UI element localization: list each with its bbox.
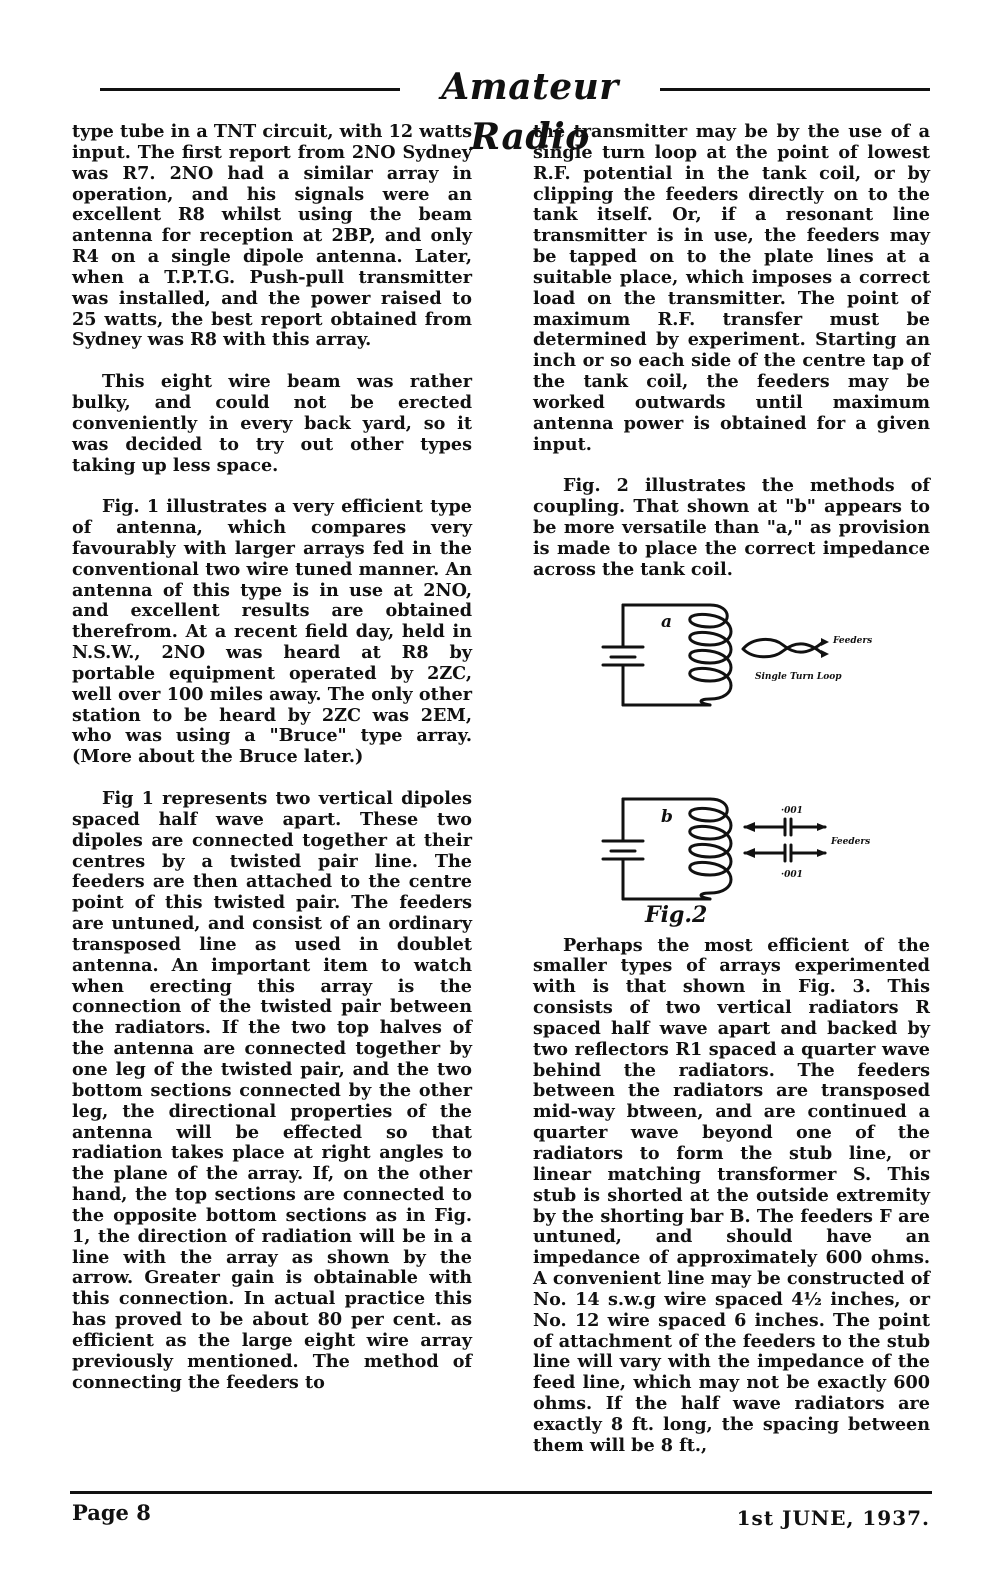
masthead-rule-right <box>660 88 930 91</box>
left-column <box>72 122 472 1393</box>
coupling-diagram-svg <box>533 587 930 932</box>
capacitor-bottom-label: ·001 <box>781 869 803 880</box>
feeders-label-b: Feeders <box>831 836 871 847</box>
figure-caption: Fig.2 <box>645 901 708 928</box>
figure-2-coupling-diagram <box>533 587 930 932</box>
tank-coil-a <box>690 605 731 705</box>
circuit-a <box>603 605 823 705</box>
left-paragraph-3: Fig. 1 illustrates a very efficient type of antenna, which compares very favourably with larger arrays fed in the conventional two wire tuned manner. An antenna of this type is in use at 2NO, and excellent results are obtained therefrom. At a recent field day, held in N.S.W., 2NO was heard at R8 by portable equipment operated by 2ZC, well over 100 miles away. The only other station to be heard by 2ZC was 2EM, who was using a "Bruce" type array. (More about the Bruce later.) <box>72 496 472 768</box>
tank-coil-b <box>690 799 731 899</box>
left-paragraph-2: This eight wire beam was rather bulky, and could not be erected conveniently in every back yard, so it was decided to try out other types taking up less space. <box>72 371 472 476</box>
single-turn-loop <box>743 639 823 656</box>
right-paragraph-2: Fig. 2 illustrates the methods of coupling. That shown at "b" appears to be more versatile than "a," as provision is made to place the correct impedance across the tank coil. <box>533 475 930 580</box>
right-column <box>533 122 930 1457</box>
label-b: b <box>661 806 673 827</box>
page-number: Page 8 <box>72 1500 151 1525</box>
left-paragraph-4: Fig 1 represents two vertical dipoles spaced half wave apart. These two dipoles are connected together at their centres by a twisted pair line. The feeders are then attached to the centre point of this twisted pair. The feeders are untuned, and consist of an ordinary transposed line as used in doublet antenna. An important item to watch when erecting this array is the connection of the twisted pair between the radiators. If the two top halves of the antenna are connected together by one leg of the twisted pair, and the two bottom sections connected by the other leg, the directional properties of the antenna will be effected so that radiation takes place at right angles to the plane of the array. If, on the other hand, the top sections are connected to the opposite bottom sections as in Fig. 1, the direction of radiation will be in a line with the array as shown by the arrow. Greater gain is obtainable with this connection. In actual practice this has proved to be about 80 per cent. as efficient as the large eight wire array previously mentioned. The method of connecting the feeders to <box>72 788 472 1393</box>
footer-rule <box>70 1491 932 1494</box>
feeders-label-a: Feeders <box>833 635 873 646</box>
right-paragraph-1: the transmitter may be by the use of a single turn loop at the point of lowest R.F. potential in the tank coil, or by clipping the feeders directly on to the tank itself. Or, if a resonant line transmitter is in use, the feeders may be tapped on to the plate lines at a suitable place, which imposes a correct load on the transmitter. The point of maximum R.F. transfer must be determined by experiment. Starting an inch or so each side of the centre tap of the tank coil, the feeders may be worked outwards until maximum antenna power is obtained for a given input. <box>533 121 930 455</box>
single-turn-loop-label: Single Turn Loop <box>755 671 842 682</box>
issue-date: 1st JUNE, 1937. <box>736 1506 930 1530</box>
left-paragraph-1: type tube in a TNT circuit, with 12 watts input. The first report from 2NO Sydney was R7. 2NO had a similar array in operation, and his signals were an excellent R8 whilst using the beam antenna for reception at 2BP, and only R4 on a single dipole antenna. Later, when a T.P.T.G. Push-pull transmitter was installed, and the power raised to 25 watts, the best report obtained from Sydney was R8 with this array. <box>72 121 472 351</box>
magazine-title: Amateur Radio <box>441 66 619 158</box>
label-a: a <box>661 611 673 632</box>
masthead-rule-left <box>100 88 400 91</box>
capacitor-top-label: ·001 <box>781 805 803 816</box>
masthead <box>100 62 930 158</box>
right-paragraph-3: Perhaps the most efficient of the smaller types of arrays experimented with is that shown in Fig. 3. This consists of two vertical radiators R spaced half wave apart and backed by two reflectors R1 spaced a quarter wave behind the radiators. The feeders between the radiators are transposed mid-way btween, and are continued a quarter wave beyond one of the radiators to form the stub line, or linear matching transformer S. This stub is shorted at the outside extremity by the shorting bar B. The feeders F are untuned, and should have an impedance of approximately 600 ohms. A convenient line may be constructed of No. 14 s.w.g wire spaced 4½ inches, or No. 12 wire spaced 6 inches. The point of attachment of the feeders to the stub line will vary with the impedance of the feed line, which may not be exactly 600 ohms. If the half wave radiators are exactly 8 ft. long, the spacing between them will be 8 ft., <box>533 934 930 1456</box>
